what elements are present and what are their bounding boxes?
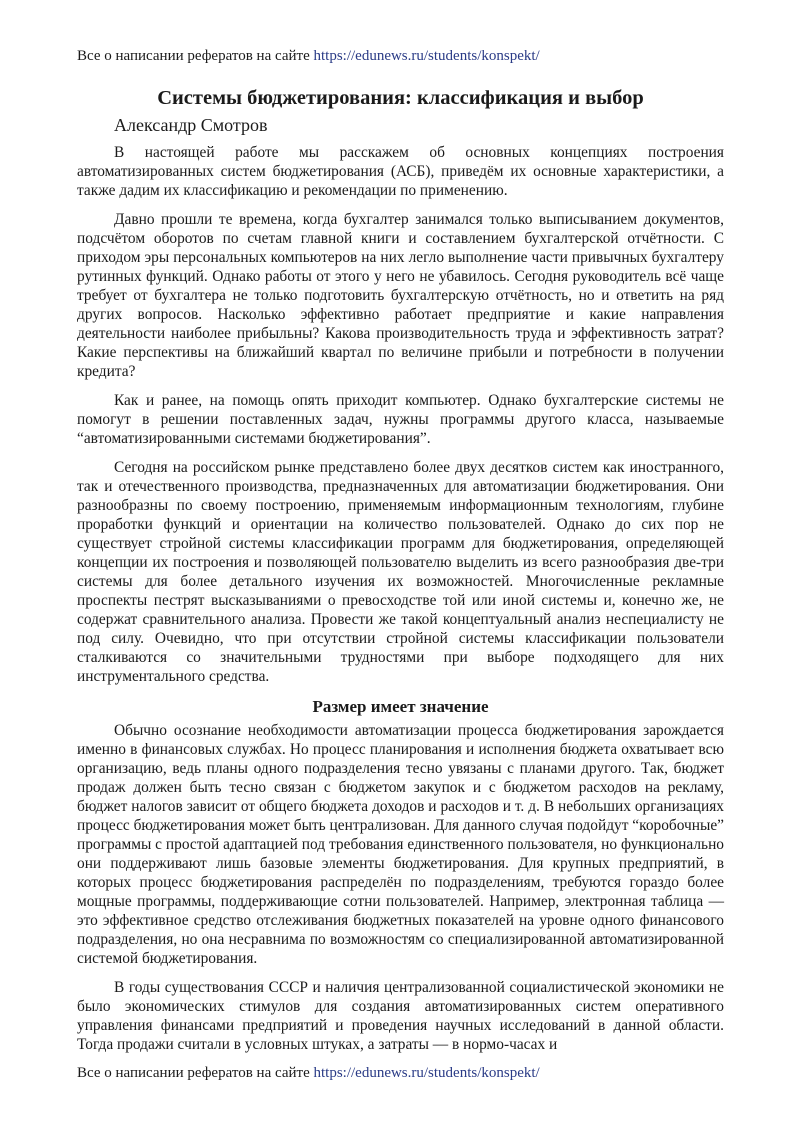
paragraph: Сегодня на российском рынке представлено более двух десятков систем как иностранного, так и отечественного производства, предназначенных для автоматизации бюджетирования. Они разнообразны по своему построению, применяемым информационным технологиям, глубине проработки функций и ориентации на количество пользователей. Однако до сих пор не существует стройной системы классификации программ для бюджетирования, определяющей концепции их построения и позволяющей пользователю выделить из всего разнообразия две-три системы для более детального изучения их возможностей. Многочисленные рекламные проспекты пестрят высказываниями о превосходстве той или иной системы и, конечно же, не содержат сравнительного анализа. Провести же такой концептуальный анализ неспециалисту не под силу. Очевидно, что при отсутствии стройной системы классификации пользователи сталкиваются со значительными трудностями при выборе подходящего для них инструментального средства. (77, 459, 724, 685)
paragraph: В настоящей работе мы расскажем об основных концепциях построения автоматизированных систем бюджетирования (АСБ), приведём их основные характеристики, а также дадим их классификацию и рекомендации по применению. (77, 144, 724, 199)
paragraph: Обычно осознание необходимости автоматизации процесса бюджетирования зарождается именно в финансовых службах. Но процесс планирования и исполнения бюджета охватывает всю организацию, ведь планы одного подразделения тесно увязаны с планами другого. Так, бюджет продаж должен быть тесно связан с бюджетом закупок и с бюджетом расходов на рекламу, бюджет налогов зависит от общего бюджета доходов и расходов и т. д. В небольших организациях процесс бюджетирования может быть централизован. Для данного случая подойдут “коробочные” программы с простой адаптацией под требования единственного пользователя, но функционально они поддерживают лишь базовые элементы бюджетирования. Для крупных предприятий, в которых процесс бюджетирования распределён по подразделениям, требуются гораздо более мощные программы, поддерживающие сотни пользователей. Например, электронная таблица — это эффективное средство отслеживания бюджетных показателей на уровне одного финансового подразделения, но она несравнима по возможностям со специализированной автоматизированной системой бюджетирования. (77, 722, 725, 967)
paragraph: Давно прошли те времена, когда бухгалтер занимался только выписыванием документов, подсчётом оборотов по счетам главной книги и составлением бухгалтерской отчётности. С приходом эры персональных компьютеров на них легло выполнение части привычных бухгалтеру рутинных функций. Однако работы от этого у него не убавилось. Сегодня руководитель всё чаще требует от бухгалтера не только подготовить бухгалтерскую отчётность, но и ответить на ряд других вопросов. Насколько эффективно работает предприятие и какие направления деятельности наиболее прибыльны? Какова производительность труда и эффективность затрат? Какие перспективы на ближайший квартал по величине прибыли и потребности в получении кредита? (77, 211, 724, 380)
footer-text: Все о написании рефератов на сайте (77, 1065, 314, 1081)
paragraph: Как и ранее, на помощь опять приходит компьютер. Однако бухгалтерские системы не помогут в решении поставленных задач, нужны программы другого класса, называемые “автоматизированными системами бюджетирования”. (77, 392, 724, 447)
page-footer (77, 1064, 540, 1082)
page-header (77, 47, 540, 65)
author-name: Александр Смотров (114, 115, 268, 135)
article-body (77, 80, 725, 1053)
footer-site-link[interactable]: https://edunews.ru/students/konspekt/ (313, 1065, 540, 1081)
document-title: Системы бюджетирования: классификация и выбор (157, 87, 644, 109)
paragraph: В годы существования СССР и наличия централизованной социалистической экономики не было экономических стимулов для создания автоматизированных систем оперативного управления финансами предприятий и проведения научных исследований в данной области. Тогда продажи считали в условных штуках, а затраты — в нормо-часах и (77, 979, 724, 1053)
header-site-link[interactable]: https://edunews.ru/students/konspekt/ (313, 48, 540, 64)
header-text: Все о написании рефератов на сайте (77, 48, 314, 64)
section-heading: Размер имеет значение (312, 697, 489, 716)
